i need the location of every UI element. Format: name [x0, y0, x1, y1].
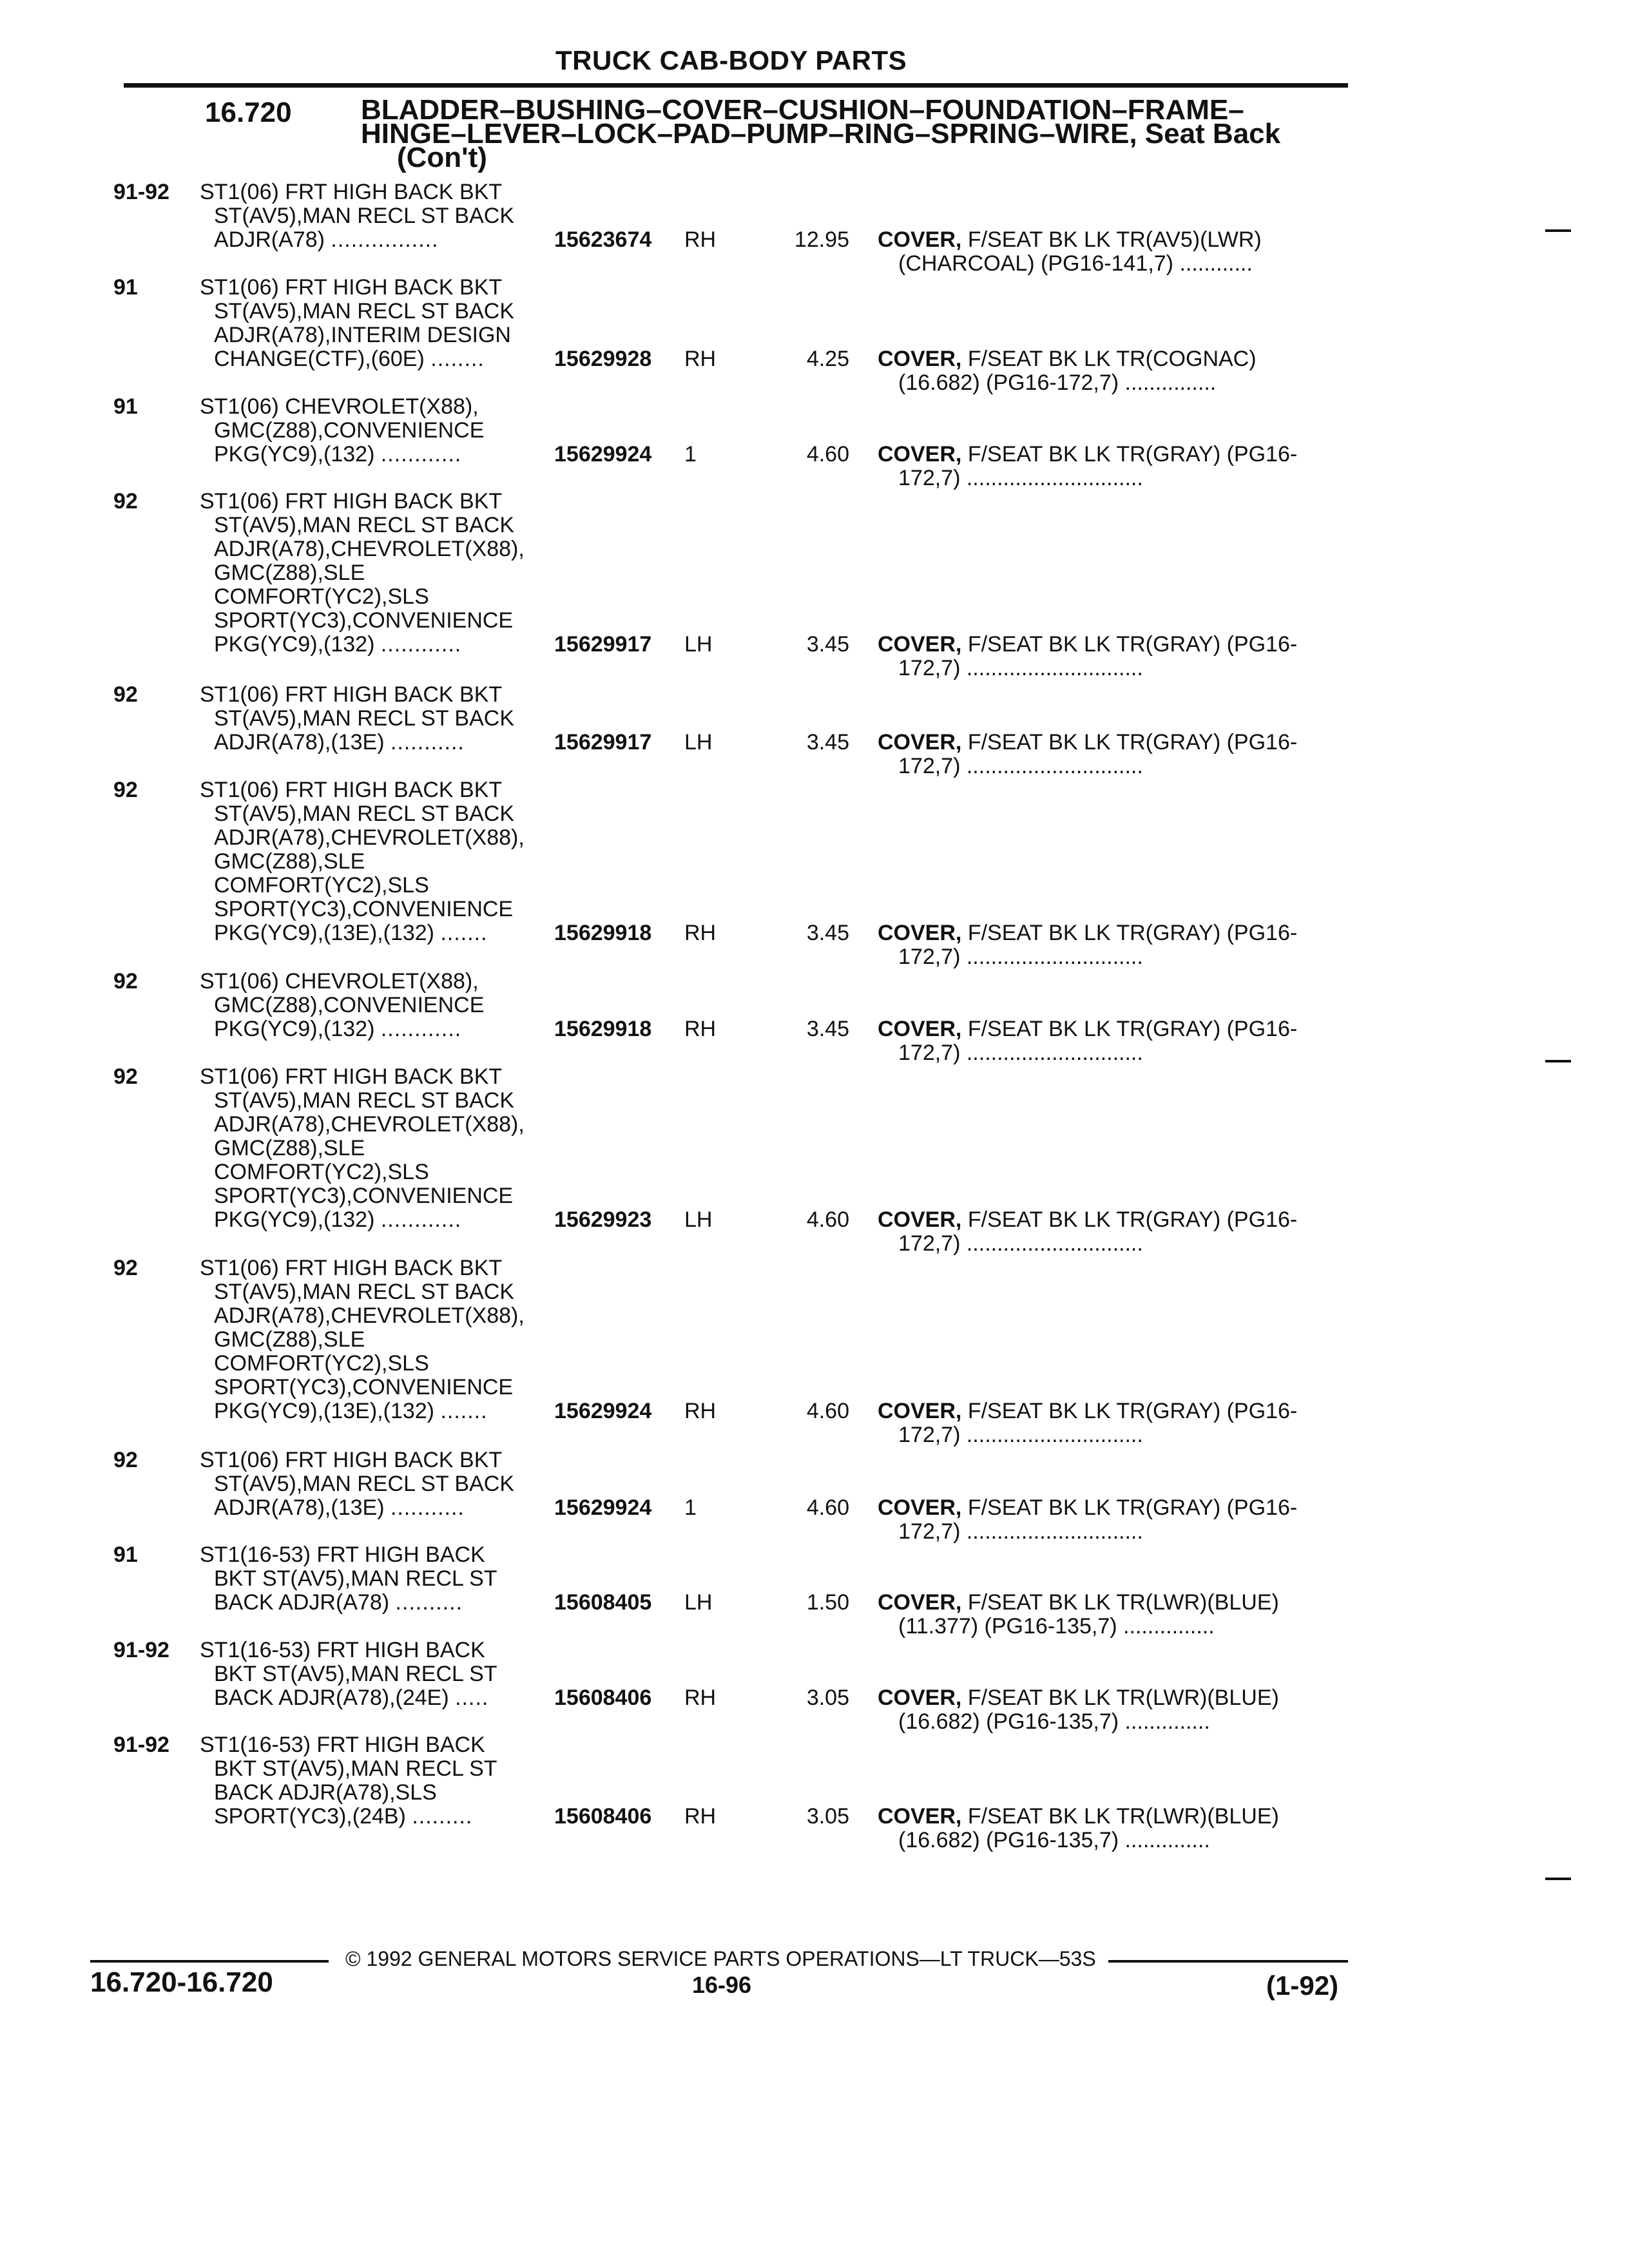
footer-section-range: 16.720-16.720 [90, 1966, 273, 1998]
part-detail: F/SEAT BK LK TR(GRAY) (PG16- [967, 632, 1298, 657]
dot-leader: ........... [390, 730, 465, 754]
parts-entry [0, 778, 1629, 969]
usage-description [200, 276, 514, 371]
part-detail: F/SEAT BK LK TR(GRAY) (PG16- [967, 1495, 1298, 1520]
part-number: 15629924 [554, 1399, 652, 1423]
description-text: COMFORT(YC2),SLS [214, 873, 429, 898]
part-name: COVER, [878, 1207, 962, 1232]
part-description-line [878, 1017, 1361, 1041]
footer-rule [90, 1960, 329, 1963]
description-line [200, 1639, 497, 1662]
parts-entry [0, 394, 1629, 490]
section-title-line: HINGE–LEVER–LOCK–PAD–PUMP–RING–SPRING–WIRE, Seat Back [361, 118, 1281, 149]
part-number: 15608406 [554, 1804, 652, 1829]
part-description-line [878, 228, 1361, 252]
quantity-side: RH [684, 1017, 717, 1041]
description-text: CHANGE(CTF),(60E) [214, 347, 425, 371]
usage-description [200, 970, 484, 1041]
part-description [878, 347, 1361, 395]
price: 3.45 [806, 1017, 849, 1041]
model-years: 91 [113, 275, 138, 300]
description-line [200, 1352, 525, 1376]
description-text: ST1(16-53) FRT HIGH BACK [200, 1733, 485, 1757]
dot-leader: ........... [390, 1495, 465, 1520]
description-text: ADJR(A78) [214, 227, 325, 252]
parts-entry [0, 1733, 1629, 1852]
description-text: BACK ADJR(A78),(24E) [214, 1686, 449, 1710]
part-number: 15608406 [554, 1686, 652, 1710]
part-reference: 172,7) ............................. [898, 754, 1143, 778]
description-text: SPORT(YC3),(24B) [214, 1804, 406, 1829]
description-text: ST1(06) FRT HIGH BACK BKT [200, 489, 503, 514]
description-line [200, 1567, 497, 1591]
description-text: ADJR(A78),(13E) [214, 1495, 385, 1520]
description-text: GMC(Z88),SLE [214, 1136, 365, 1160]
description-line [200, 970, 484, 994]
description-line [200, 707, 514, 731]
part-number: 15629917 [554, 730, 652, 754]
parts-entry [0, 1638, 1629, 1734]
model-years: 92 [113, 969, 138, 994]
usage-description [200, 395, 484, 466]
part-name: COVER, [878, 1590, 962, 1615]
description-line [200, 1160, 525, 1184]
part-reference: (CHARCOAL) (PG16-141,7) ............ [898, 251, 1253, 276]
margin-tick [1545, 229, 1571, 232]
price: 3.05 [806, 1804, 849, 1829]
description-line [200, 1686, 497, 1710]
part-description-line [878, 731, 1361, 754]
model-years: 92 [113, 1448, 138, 1472]
part-number: 15629917 [554, 632, 652, 657]
usage-description [200, 1543, 497, 1615]
description-text: GMC(Z88),SLE [214, 561, 365, 585]
description-line [200, 395, 484, 419]
part-description-line [878, 1496, 1361, 1520]
price: 3.45 [806, 730, 849, 754]
part-description [878, 731, 1361, 778]
part-number: 15608405 [554, 1590, 652, 1615]
description-line [200, 1733, 497, 1757]
description-line [200, 1113, 525, 1137]
quantity-side: RH [684, 227, 717, 252]
quantity-side: 1 [684, 1495, 697, 1520]
quantity-side: RH [684, 1804, 717, 1829]
description-text: COMFORT(YC2),SLS [214, 584, 429, 609]
description-text: COMFORT(YC2),SLS [214, 1160, 429, 1184]
part-detail: F/SEAT BK LK TR(LWR)(BLUE) [967, 1590, 1279, 1615]
description-text: ST1(06) FRT HIGH BACK BKT [200, 682, 503, 707]
part-reference: 172,7) ............................. [898, 1519, 1143, 1544]
description-text: ST1(06) CHEVROLET(X88), [200, 969, 479, 994]
section-title-line: BLADDER–BUSHING–COVER–CUSHION–FOUNDATION–FRAME– [361, 94, 1244, 126]
page-header-title: TRUCK CAB-BODY PARTS [555, 45, 907, 75]
description-line [200, 1256, 525, 1280]
part-description [878, 1496, 1361, 1544]
description-text: ST(AV5),MAN RECL ST BACK [214, 1280, 515, 1304]
description-line [200, 1328, 525, 1352]
price: 3.45 [806, 632, 849, 657]
description-text: ADJR(A78),CHEVROLET(X88), [214, 1303, 525, 1328]
part-description [878, 1591, 1361, 1639]
part-name: COVER, [878, 227, 962, 252]
part-detail: F/SEAT BK LK TR(GRAY) (PG16- [967, 1017, 1298, 1041]
quantity-side: LH [684, 730, 713, 754]
parts-entry [0, 1448, 1629, 1544]
parts-entry [0, 1542, 1629, 1639]
description-text: ST1(06) FRT HIGH BACK BKT [200, 778, 503, 802]
usage-description [200, 1065, 525, 1232]
description-line [200, 1805, 497, 1829]
part-name: COVER, [878, 632, 962, 657]
part-name: COVER, [878, 1399, 962, 1423]
part-description-line [878, 1208, 1361, 1232]
part-description-line [878, 1591, 1361, 1615]
model-years: 92 [113, 778, 138, 802]
part-description [878, 921, 1361, 969]
description-line [200, 731, 514, 754]
description-line [200, 898, 525, 921]
usage-description [200, 683, 514, 754]
part-description [878, 1017, 1361, 1065]
description-line [200, 300, 514, 323]
description-line [200, 1662, 497, 1686]
part-reference: (16.682) (PG16-135,7) .............. [898, 1709, 1210, 1734]
description-line [200, 1017, 484, 1041]
usage-description [200, 778, 525, 945]
quantity-side: RH [684, 1399, 717, 1423]
part-name: COVER, [878, 1804, 962, 1829]
dot-leader: ....... [440, 1399, 488, 1423]
description-text: ST(AV5),MAN RECL ST BACK [214, 802, 515, 826]
part-reference: 172,7) ............................. [898, 466, 1143, 490]
description-text: SPORT(YC3),CONVENIENCE [214, 1375, 514, 1399]
part-detail: F/SEAT BK LK TR(GRAY) (PG16- [967, 921, 1298, 945]
description-line [200, 1543, 497, 1567]
description-text: BACK ADJR(A78),SLS [214, 1780, 437, 1805]
description-text: ST1(06) FRT HIGH BACK BKT [200, 180, 503, 204]
parts-entry [0, 1064, 1629, 1256]
description-text: BACK ADJR(A78) [214, 1590, 390, 1615]
description-line [200, 204, 514, 228]
part-description [878, 1208, 1361, 1256]
price: 4.60 [806, 1495, 849, 1520]
part-detail: F/SEAT BK LK TR(LWR)(BLUE) [967, 1804, 1279, 1829]
description-line [200, 1208, 525, 1232]
description-line [200, 323, 514, 347]
description-line [200, 609, 525, 633]
section-title-continued: (Con't) [397, 142, 487, 173]
description-text: PKG(YC9),(13E),(132) [214, 1399, 434, 1423]
description-line [200, 826, 525, 850]
footer-revision-date: (1-92) [1266, 1970, 1339, 2001]
section-title [361, 94, 1366, 173]
part-number: 15623674 [554, 227, 652, 252]
description-line [200, 1496, 514, 1520]
part-description [878, 1399, 1361, 1447]
part-reference: (16.682) (PG16-135,7) .............. [898, 1828, 1210, 1852]
description-text: GMC(Z88),CONVENIENCE [214, 993, 485, 1017]
description-line [200, 180, 514, 204]
price: 12.95 [794, 227, 849, 252]
description-line [200, 1280, 525, 1304]
part-name: COVER, [878, 1495, 962, 1520]
part-detail: F/SEAT BK LK TR(GRAY) (PG16- [967, 1207, 1298, 1232]
part-description-line [878, 1805, 1361, 1829]
description-text: SPORT(YC3),CONVENIENCE [214, 608, 514, 633]
description-line [200, 1089, 525, 1113]
dot-leader: ............ [380, 632, 462, 657]
description-text: ST1(06) FRT HIGH BACK BKT [200, 1256, 503, 1280]
description-text: ADJR(A78),CHEVROLET(X88), [214, 1112, 525, 1137]
description-line [200, 347, 514, 371]
part-description [878, 1686, 1361, 1734]
quantity-side: RH [684, 347, 717, 371]
description-line [200, 1137, 525, 1160]
description-text: PKG(YC9),(132) [214, 1017, 375, 1041]
model-years: 91-92 [113, 1638, 169, 1662]
description-text: ADJR(A78),(13E) [214, 730, 385, 754]
part-reference: 172,7) ............................. [898, 945, 1143, 969]
part-description [878, 443, 1361, 490]
description-text: ADJR(A78),INTERIM DESIGN [214, 323, 511, 347]
price: 4.25 [806, 347, 849, 371]
description-line [200, 514, 525, 537]
description-text: ST(AV5),MAN RECL ST BACK [214, 706, 515, 731]
description-line [200, 585, 525, 609]
part-name: COVER, [878, 1686, 962, 1710]
description-line [200, 683, 514, 707]
description-line [200, 1184, 525, 1208]
price: 4.60 [806, 1399, 849, 1423]
part-reference: 172,7) ............................. [898, 1041, 1143, 1065]
description-line [200, 561, 525, 585]
usage-description [200, 1639, 497, 1710]
parts-entry [0, 275, 1629, 395]
usage-description [200, 1448, 514, 1520]
part-number: 15629924 [554, 1495, 652, 1520]
description-text: ST(AV5),MAN RECL ST BACK [214, 299, 515, 323]
description-line [200, 633, 525, 657]
model-years: 92 [113, 489, 138, 514]
dot-leader: ............ [380, 442, 462, 466]
margin-tick [1545, 1060, 1571, 1062]
description-text: ST1(06) FRT HIGH BACK BKT [200, 1448, 503, 1472]
part-detail: F/SEAT BK LK TR(GRAY) (PG16- [967, 442, 1298, 466]
part-detail: F/SEAT BK LK TR(AV5)(LWR) [967, 227, 1262, 252]
part-number: 15629918 [554, 921, 652, 945]
usage-description [200, 1733, 497, 1829]
part-description [878, 228, 1361, 276]
quantity-side: LH [684, 1207, 713, 1232]
quantity-side: RH [684, 1686, 717, 1710]
price: 3.05 [806, 1686, 849, 1710]
description-text: PKG(YC9),(132) [214, 632, 375, 657]
description-line [200, 537, 525, 561]
part-number: 15629918 [554, 1017, 652, 1041]
description-text: BKT ST(AV5),MAN RECL ST [214, 1756, 497, 1781]
description-text: ST1(06) FRT HIGH BACK BKT [200, 275, 503, 300]
description-line [200, 1472, 514, 1496]
quantity-side: RH [684, 921, 717, 945]
part-number: 15629924 [554, 442, 652, 466]
description-text: BKT ST(AV5),MAN RECL ST [214, 1566, 497, 1591]
quantity-side: LH [684, 1590, 713, 1615]
footer-copyright: © 1992 GENERAL MOTORS SERVICE PARTS OPERATIONS—LT TRUCK—53S [345, 1947, 1096, 1970]
description-line [200, 1781, 497, 1805]
parts-entry [0, 969, 1629, 1065]
part-description [878, 1805, 1361, 1852]
parts-entry [0, 682, 1629, 778]
description-text: SPORT(YC3),CONVENIENCE [214, 1184, 514, 1208]
dot-leader: ................ [331, 227, 439, 252]
part-reference: 172,7) ............................. [898, 656, 1143, 680]
description-line [200, 228, 514, 252]
part-detail: F/SEAT BK LK TR(COGNAC) [967, 347, 1257, 371]
description-text: ST(AV5),MAN RECL ST BACK [214, 1088, 515, 1113]
part-name: COVER, [878, 442, 962, 466]
price: 4.60 [806, 1207, 849, 1232]
dot-leader: .......... [395, 1590, 463, 1615]
description-line [200, 490, 525, 514]
part-description-line [878, 443, 1361, 466]
description-text: PKG(YC9),(132) [214, 442, 375, 466]
description-text: ST1(16-53) FRT HIGH BACK [200, 1542, 485, 1567]
description-text: GMC(Z88),SLE [214, 849, 365, 874]
description-line [200, 1591, 497, 1615]
section-number: 16.720 [205, 97, 292, 128]
parts-entry [0, 180, 1629, 276]
description-text: ADJR(A78),CHEVROLET(X88), [214, 825, 525, 850]
footer-rule [1108, 1960, 1348, 1963]
description-line [200, 419, 484, 443]
description-text: ST1(06) FRT HIGH BACK BKT [200, 1064, 503, 1089]
description-line [200, 443, 484, 466]
usage-description [200, 490, 525, 657]
dot-leader: ....... [440, 921, 488, 945]
model-years: 92 [113, 682, 138, 707]
part-number: 15629928 [554, 347, 652, 371]
description-line [200, 276, 514, 300]
dot-leader: ........ [430, 347, 485, 371]
part-description-line [878, 633, 1361, 657]
description-text: ST1(16-53) FRT HIGH BACK [200, 1638, 485, 1662]
model-years: 92 [113, 1064, 138, 1089]
description-line [200, 778, 525, 802]
description-text: GMC(Z88),CONVENIENCE [214, 418, 485, 443]
part-reference: (11.377) (PG16-135,7) ............... [898, 1614, 1215, 1639]
margin-tick [1545, 1878, 1571, 1880]
part-detail: F/SEAT BK LK TR(GRAY) (PG16- [967, 1399, 1298, 1423]
dot-leader: ......... [412, 1804, 473, 1829]
description-line [200, 994, 484, 1017]
description-text: GMC(Z88),SLE [214, 1327, 365, 1352]
part-name: COVER, [878, 921, 962, 945]
description-line [200, 1399, 525, 1423]
description-text: COMFORT(YC2),SLS [214, 1351, 429, 1376]
usage-description [200, 1256, 525, 1423]
model-years: 92 [113, 1256, 138, 1280]
description-line [200, 921, 525, 945]
description-line [200, 1757, 497, 1781]
price: 1.50 [806, 1590, 849, 1615]
model-years: 91-92 [113, 1733, 169, 1757]
description-line [200, 850, 525, 874]
part-description [878, 633, 1361, 680]
description-text: ST(AV5),MAN RECL ST BACK [214, 513, 515, 537]
description-text: PKG(YC9),(13E),(132) [214, 921, 434, 945]
model-years: 91 [113, 1542, 138, 1567]
price: 4.60 [806, 442, 849, 466]
model-years: 91-92 [113, 180, 169, 204]
part-description-line [878, 347, 1361, 371]
dot-leader: ............ [380, 1017, 462, 1041]
model-years: 91 [113, 394, 138, 419]
part-reference: 172,7) ............................. [898, 1231, 1143, 1256]
description-line [200, 874, 525, 898]
description-line [200, 1304, 525, 1328]
quantity-side: 1 [684, 442, 697, 466]
parts-entry [0, 1256, 1629, 1447]
description-line [200, 1065, 525, 1089]
parts-entry [0, 489, 1629, 680]
part-reference: (16.682) (PG16-172,7) ............... [898, 370, 1217, 395]
dot-leader: ..... [455, 1686, 489, 1710]
description-line [200, 802, 525, 826]
description-line [200, 1448, 514, 1472]
footer-page-number: 16-96 [692, 1972, 752, 1998]
part-detail: F/SEAT BK LK TR(LWR)(BLUE) [967, 1686, 1279, 1710]
part-name: COVER, [878, 347, 962, 371]
part-description-line [878, 1399, 1361, 1423]
price: 3.45 [806, 921, 849, 945]
description-line [200, 1376, 525, 1399]
header-rule [124, 83, 1348, 88]
description-text: ADJR(A78),CHEVROLET(X88), [214, 537, 525, 561]
dot-leader: ............ [380, 1207, 462, 1232]
part-name: COVER, [878, 730, 962, 754]
part-reference: 172,7) ............................. [898, 1423, 1143, 1447]
usage-description [200, 180, 514, 252]
description-text: PKG(YC9),(132) [214, 1207, 375, 1232]
part-number: 15629923 [554, 1207, 652, 1232]
part-name: COVER, [878, 1017, 962, 1041]
description-text: ST1(06) CHEVROLET(X88), [200, 394, 479, 419]
part-description-line [878, 921, 1361, 945]
description-text: SPORT(YC3),CONVENIENCE [214, 897, 514, 921]
description-text: BKT ST(AV5),MAN RECL ST [214, 1662, 497, 1686]
quantity-side: LH [684, 632, 713, 657]
description-text: ST(AV5),MAN RECL ST BACK [214, 1472, 515, 1496]
part-detail: F/SEAT BK LK TR(GRAY) (PG16- [967, 730, 1298, 754]
part-description-line [878, 1686, 1361, 1710]
description-text: ST(AV5),MAN RECL ST BACK [214, 204, 515, 228]
